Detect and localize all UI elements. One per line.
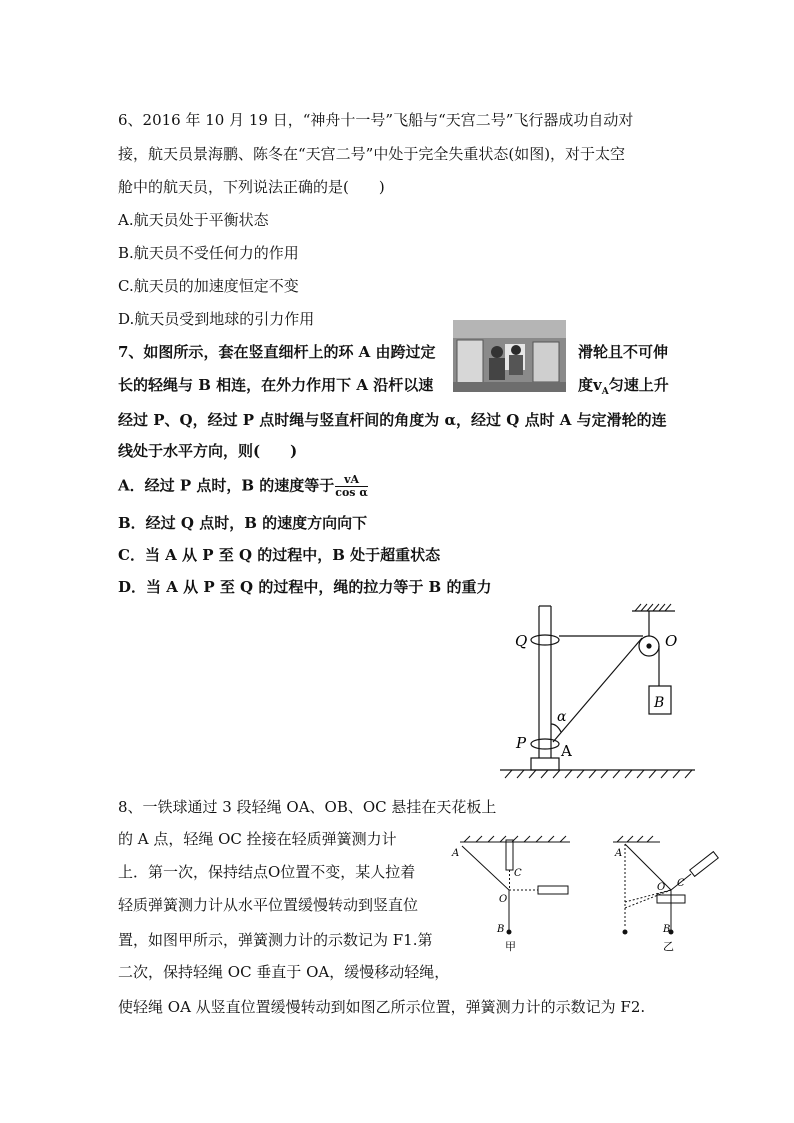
q7-pulley-diagram (495, 596, 720, 791)
q7-line2-left: 长的轻绳与 B 相连，在外力作用下 A 沿杆以速 (118, 376, 434, 394)
q8-line5: 置，如图甲所示，弹簧测力计的示数记为 F1.第 (118, 931, 433, 949)
yi-caption: 乙 (663, 940, 674, 953)
yi-label-a: A (615, 848, 623, 859)
q7-option-a: A．经过 P 点时，B 的速度等于 $\frac{vA}{\text{cos α}}$ (118, 473, 368, 499)
q6-line2: 接，航天员景海鹏、陈冬在“天宫二号”中处于完全失重状态(如图)，对于太空 (118, 145, 626, 163)
q6-option-a: A.航天员处于平衡状态 (118, 211, 269, 229)
q8-figure-yi (605, 828, 735, 953)
label-a: A (561, 742, 572, 760)
q8-line1: 8、一铁球通过 3 段轻绳 OA、OB、OC 悬挂在天花板上 (118, 798, 497, 816)
q8-line4: 轻质弹簧测力计从水平位置缓慢转动到竖直位 (118, 896, 419, 914)
q8-figure-jia (450, 828, 580, 953)
q7-line1-left: 7、如图所示，套在竖直细杆上的环 A 由跨过定 (118, 343, 436, 361)
q6-line1: 6、2016 年 10 月 19 日，“神舟十一号”飞船与“天宫二号”飞行器成功自动对 (118, 111, 634, 129)
label-p: P (516, 734, 527, 752)
q7-line1-right: 滑轮且不可伸 (578, 343, 669, 361)
jia-caption: 甲 (505, 940, 516, 953)
q6-option-d: D.航天员受到地球的引力作用 (118, 310, 315, 328)
q8-line7: 使轻绳 OA 从竖直位置缓慢转动到如图乙所示位置，弹簧测力计的示数记为 F2. (118, 998, 646, 1016)
q6-option-c: C.航天员的加速度恒定不变 (118, 277, 299, 295)
astronaut-photo (453, 320, 566, 392)
yi-label-c: C (677, 878, 685, 889)
yi-label-o: O (657, 882, 666, 893)
yi-label-b: B (663, 924, 671, 935)
q6-option-b: B.航天员不受任何力的作用 (118, 244, 299, 262)
q7-option-c: C．当 A 从 P 至 Q 的过程中，B 处于超重状态 (118, 546, 441, 564)
label-q: Q (515, 632, 528, 650)
q6-line3: 舱中的航天员，下列说法正确的是( ) (118, 178, 385, 196)
q7-option-d: D．当 A 从 P 至 Q 的过程中，绳的拉力等于 B 的重力 (118, 578, 492, 596)
q7-line4: 线处于水平方向，则( ) (118, 442, 298, 460)
q7-option-b: B．经过 Q 点时，B 的速度方向向下 (118, 514, 368, 532)
label-b: B (654, 695, 665, 711)
q8-line3: 上．第一次，保持结点O位置不变，某人拉着 (118, 863, 416, 881)
jia-label-b: B (497, 924, 505, 935)
q8-line6: 二次，保持轻绳 OC 垂直于 OA，缓慢移动轻绳， (118, 963, 450, 981)
jia-label-a: A (452, 848, 460, 859)
jia-label-o: O (499, 894, 508, 905)
label-alpha: α (557, 709, 567, 725)
q7-line3: 经过 P、Q，经过 P 点时绳与竖直杆间的角度为 α，经过 Q 点时 A 与定滑轮的连 (118, 411, 667, 429)
label-o: O (665, 632, 678, 650)
q7-line2-right: 度$v_A$匀速上升 (578, 376, 669, 397)
velocity-fraction: $\frac{vA}{\text{cos α}}$ (335, 473, 368, 499)
q8-line2: 的 A 点，轻绳 OC 拴接在轻质弹簧测力计 (118, 830, 397, 848)
jia-label-c: C (514, 868, 522, 879)
